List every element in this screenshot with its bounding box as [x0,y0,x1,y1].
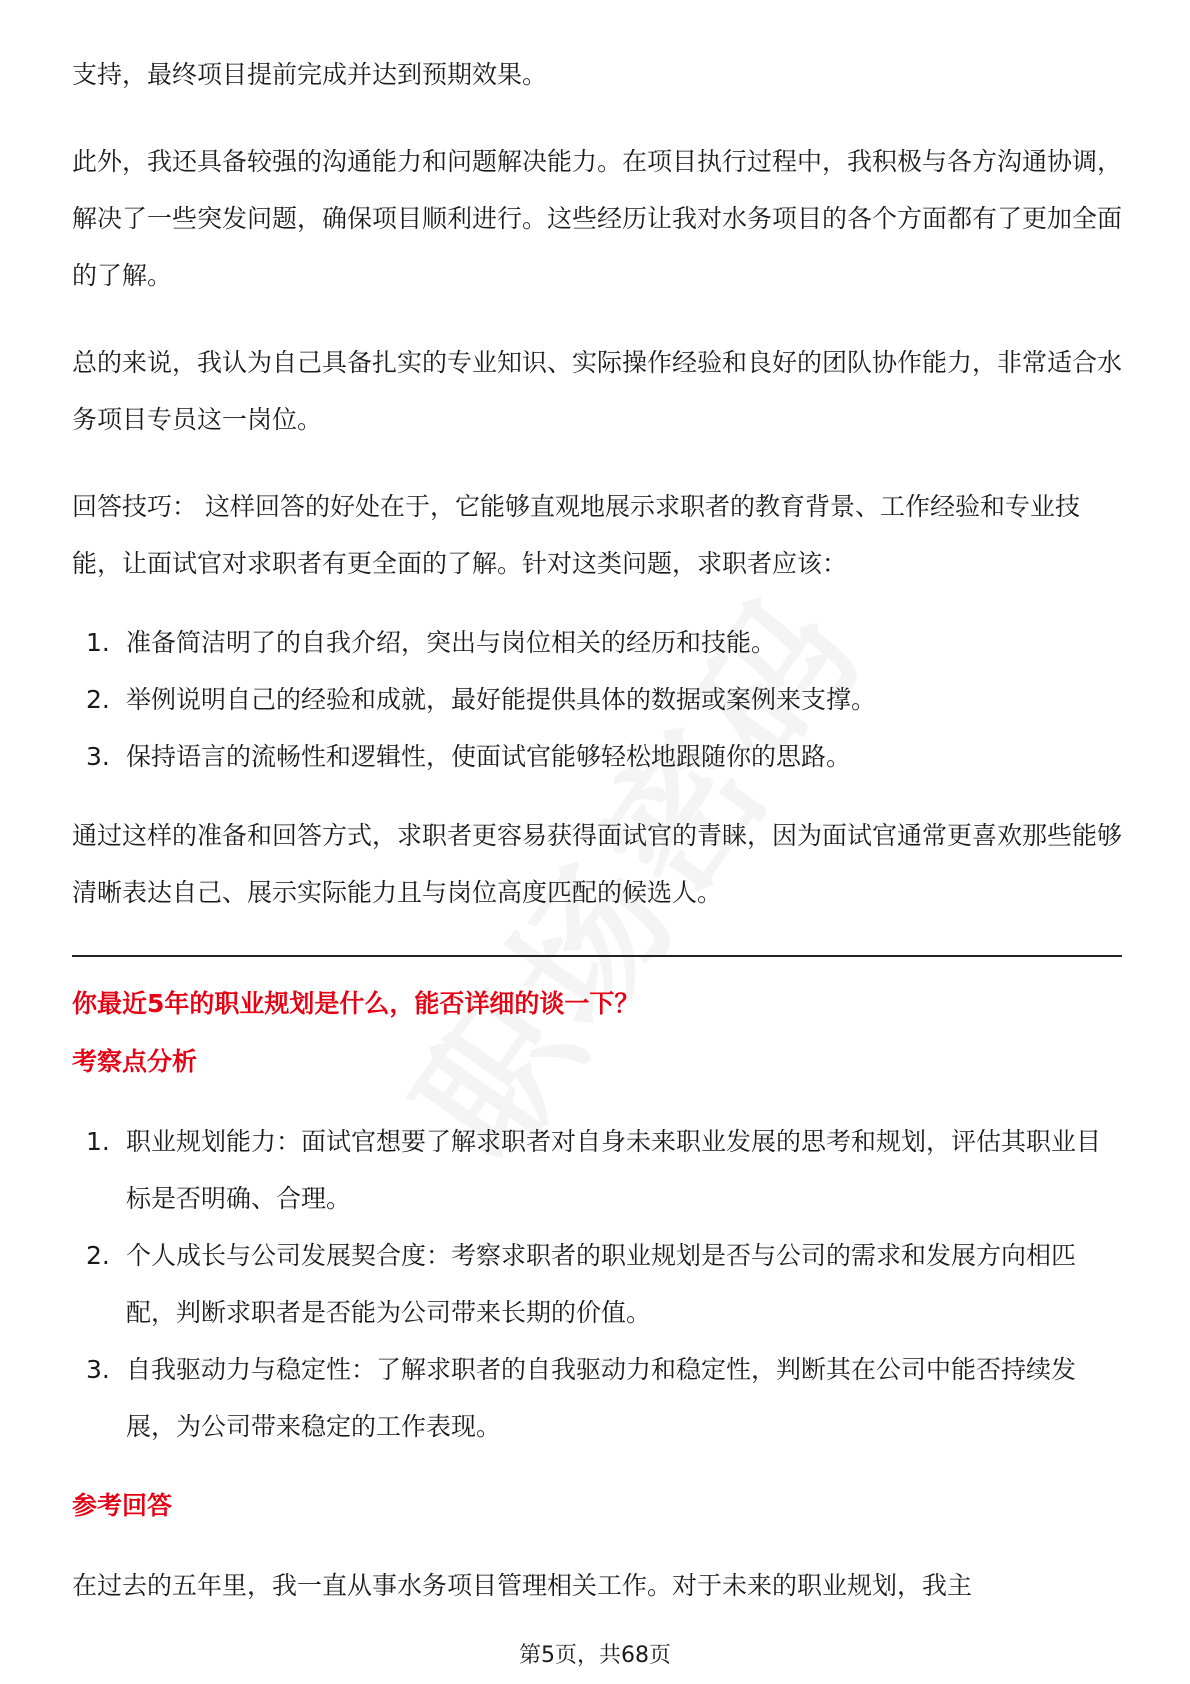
paragraph-summary: 总的来说，我认为自己具备扎实的专业知识、实际操作经验和良好的团队协作能力，非常适合水务项目专员这一岗位。 [72,348,1123,434]
list-item [72,671,1122,728]
analysis-list [72,1113,1122,1455]
list-number: 2. [86,1241,110,1270]
paragraph-answer: 在过去的五年里，我一直从事水务项目管理相关工作。对于未来的职业规划，我主 [72,1571,973,1600]
list-item [72,1341,1122,1455]
list-item [72,1113,1122,1227]
list-number: 1. [86,628,110,657]
list-number: 3. [86,1355,110,1384]
list-item-text: 举例说明自己的经验和成就，最好能提供具体的数据或案例来支撑。 [126,685,877,714]
page-content [72,46,1122,1614]
list-item-text: 保持语言的流畅性和逻辑性，使面试官能够轻松地跟随你的思路。 [126,742,852,771]
paragraph-closing: 通过这样的准备和回答方式，求职者更容易获得面试官的青睐，因为面试官通常更喜欢那些能够清晰表达自己、展示实际能力且与岗位高度匹配的候选人。 [72,821,1123,907]
tips-list [72,614,1122,785]
page-footer: 第5页，共68页 [519,1643,671,1668]
section-divider [72,955,1122,957]
paragraph-continuation: 支持，最终项目提前完成并达到预期效果。 [72,60,548,89]
list-item [72,1227,1122,1341]
list-item-text: 准备简洁明了的自我介绍，突出与岗位相关的经历和技能。 [126,628,777,657]
paragraph-answer-tips: 回答技巧： 这样回答的好处在于，它能够直观地展示求职者的教育背景、工作经验和专业技能，让面试官对求职者有更全面的了解。针对这类问题，求职者应该： [72,492,1080,578]
answer-heading: 参考回答 [72,1491,173,1520]
list-item [72,728,1122,785]
list-item-text: 职业规划能力：面试官想要了解求职者对自身未来职业发展的思考和规划，评估其职业目标是否明确、合理。 [126,1127,1102,1213]
question-heading: 你最近5年的职业规划是什么，能否详细的谈一下？ [72,989,640,1018]
list-number: 1. [86,1127,110,1156]
paragraph-communication: 此外，我还具备较强的沟通能力和问题解决能力。在项目执行过程中，我积极与各方沟通协调，解决了一些突发问题，确保项目顺利进行。这些经历让我对水务项目的各个方面都有了更加全面的了解。 [72,147,1123,290]
list-number: 3. [86,742,110,771]
list-item [72,614,1122,671]
list-item-text: 自我驱动力与稳定性：了解求职者的自我驱动力和稳定性，判断其在公司中能否持续发展，为公司带来稳定的工作表现。 [126,1355,1077,1441]
list-item-text: 个人成长与公司发展契合度：考察求职者的职业规划是否与公司的需求和发展方向相匹配，判断求职者是否能为公司带来长期的价值。 [126,1241,1077,1327]
list-number: 2. [86,685,110,714]
analysis-heading: 考察点分析 [72,1047,198,1076]
